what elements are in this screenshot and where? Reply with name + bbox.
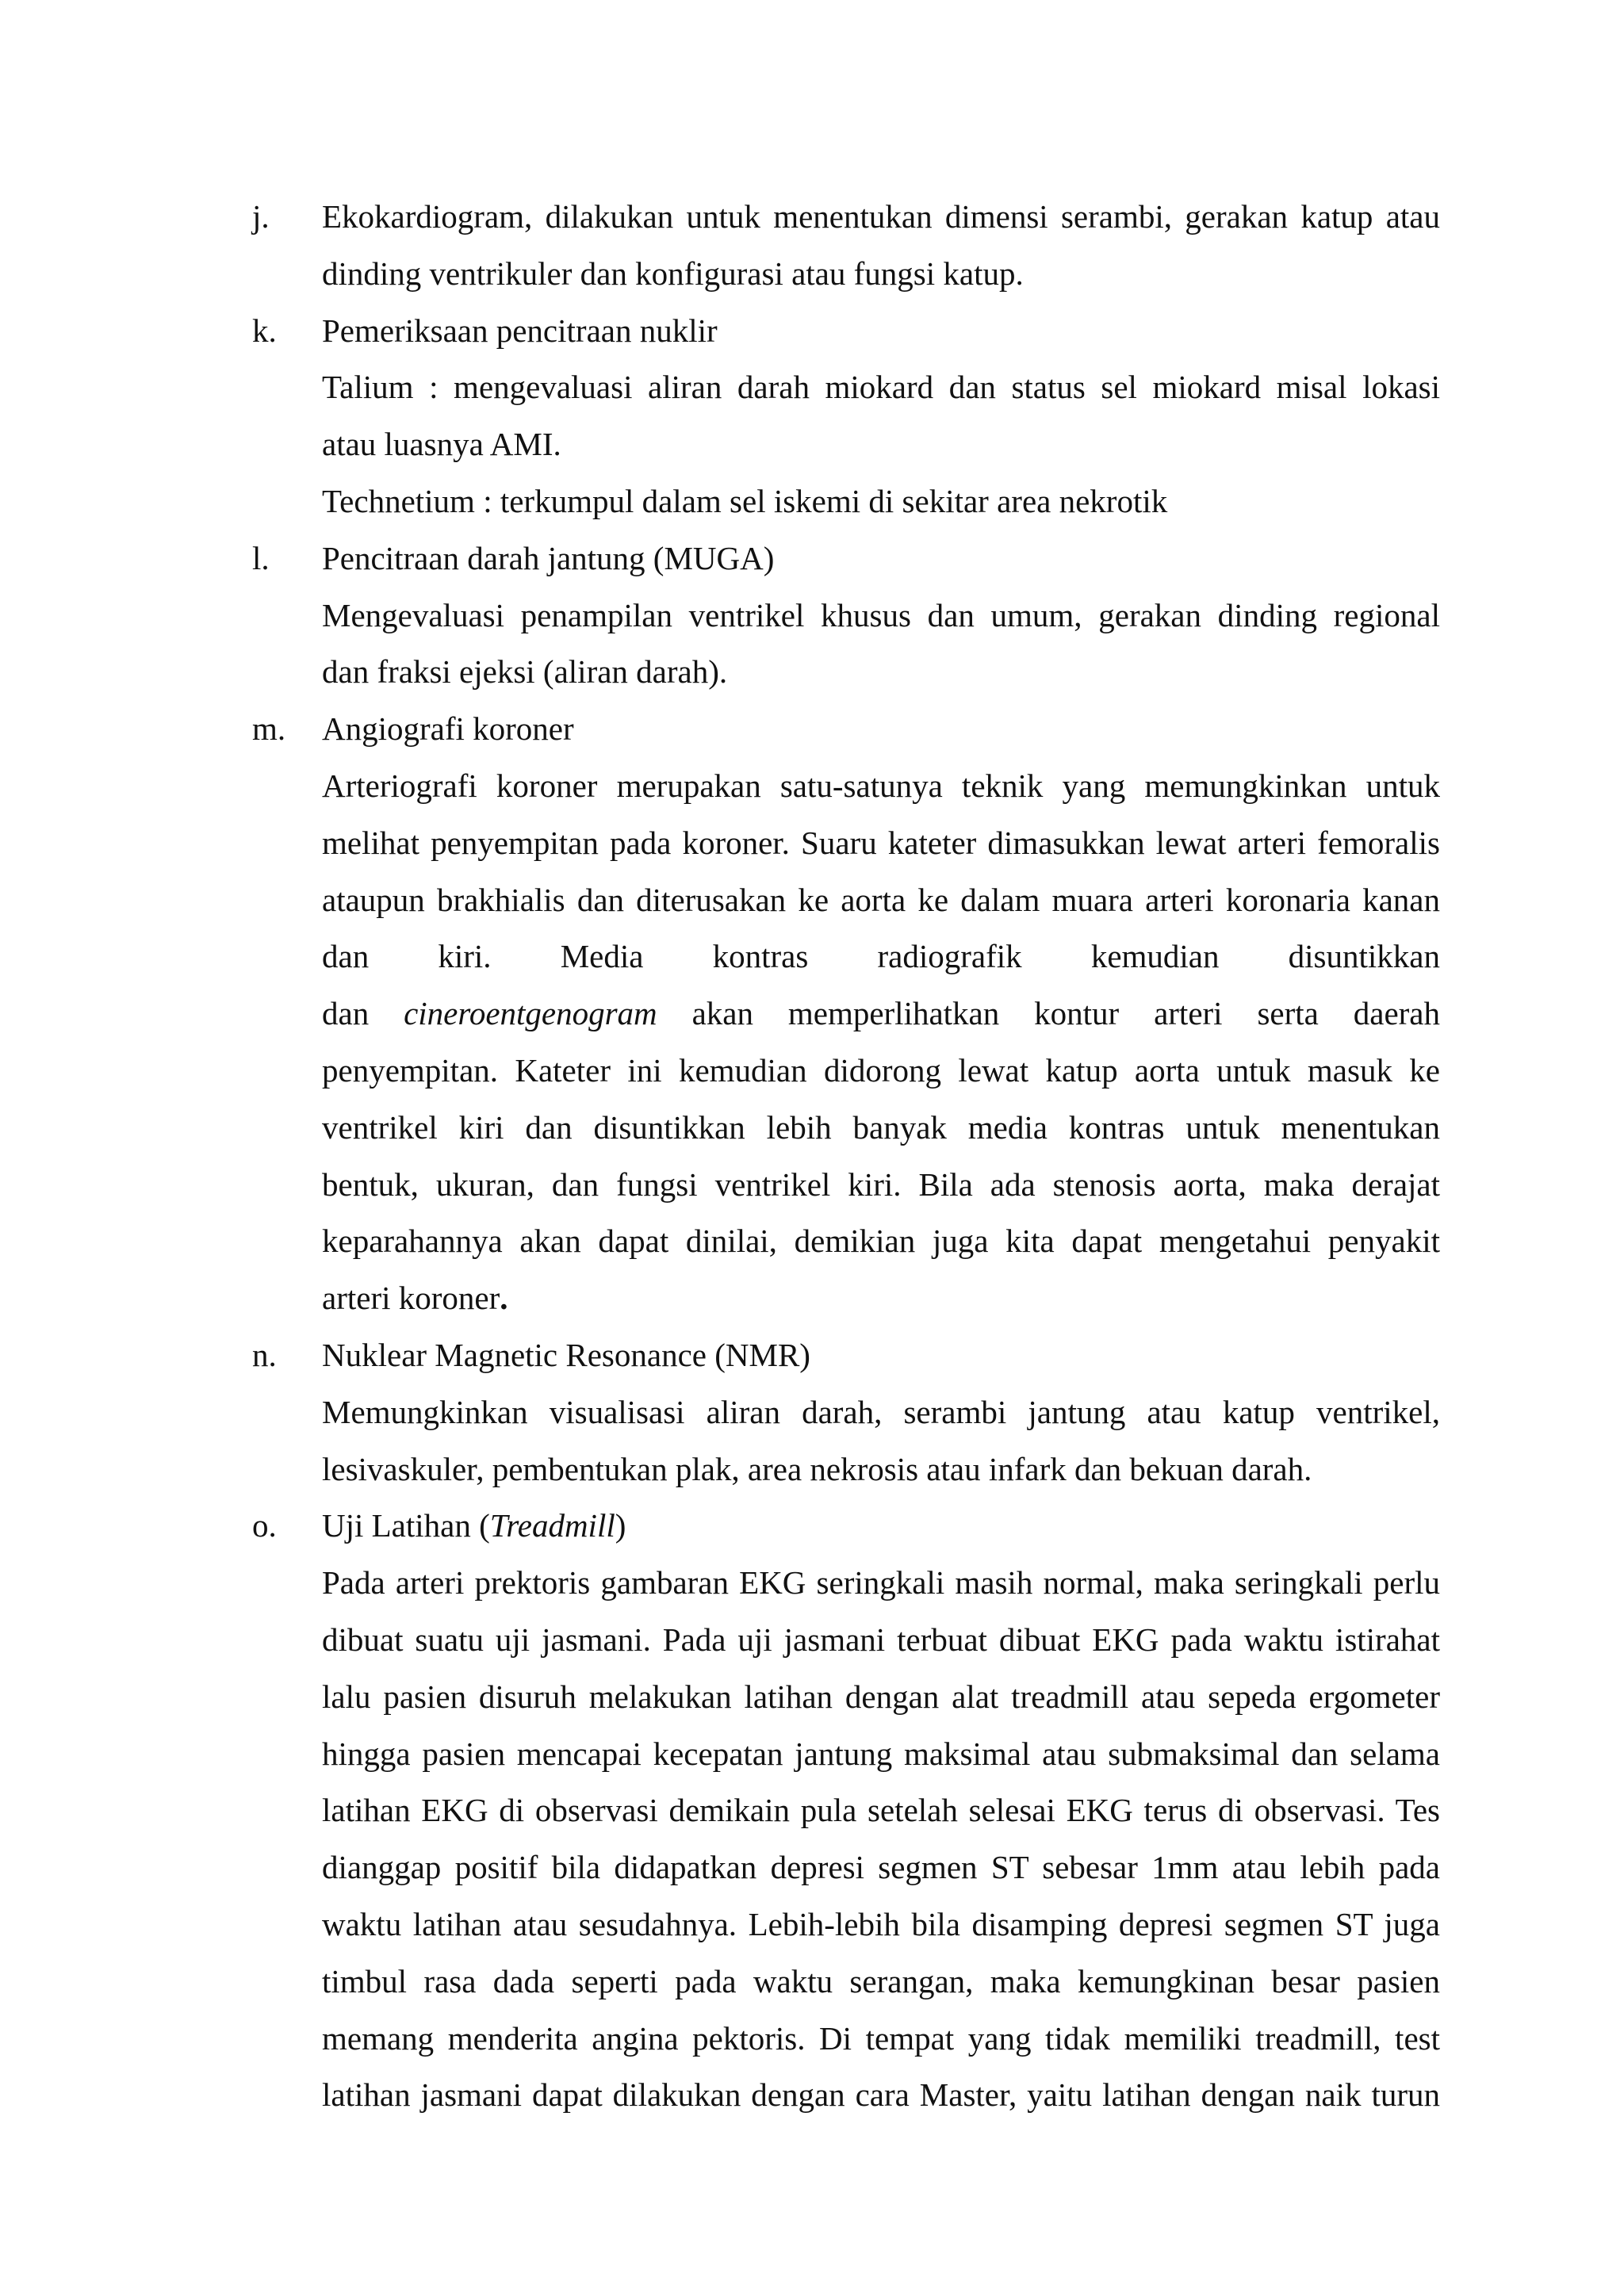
list-item-text-line bbox=[0, 1669, 1624, 1726]
list-item-heading-line bbox=[0, 530, 1624, 587]
list-item-text-line bbox=[0, 1726, 1624, 1783]
line-text bbox=[322, 1839, 1440, 1896]
list-item-label: l. bbox=[252, 539, 270, 576]
line-text bbox=[322, 1782, 1440, 1839]
line-text bbox=[322, 2011, 1440, 2068]
text-run: latihan jasmani dapat dilakukan dengan cara Master, yaitu latihan dengan naik turun bbox=[322, 2076, 1440, 2114]
text-run: ataupun brakhialis dan diterusakan ke aorta ke dalam muara arteri koronaria kanan bbox=[322, 881, 1440, 918]
line-text bbox=[322, 644, 1440, 701]
text-run: Uji Latihan ( bbox=[322, 1507, 490, 1544]
list-item-text-line bbox=[0, 644, 1624, 701]
line-text bbox=[322, 473, 1440, 530]
list-item-heading-line bbox=[0, 1327, 1624, 1384]
list-item-text-line bbox=[0, 416, 1624, 473]
line-text bbox=[322, 1669, 1440, 1726]
line-text bbox=[322, 303, 1440, 360]
list-item-o bbox=[0, 1498, 1624, 2124]
italic-term: Treadmill bbox=[489, 1507, 615, 1544]
line-text bbox=[322, 189, 1440, 246]
text-run: dan kiri. Media kontras radiografik kemudian disuntikkan bbox=[322, 938, 1440, 975]
list-item-text-line bbox=[0, 359, 1624, 416]
list-item-heading-line bbox=[0, 303, 1624, 360]
text-run: lalu pasien disuruh melakukan latihan dengan alat treadmill atau sepeda ergometer bbox=[322, 1678, 1440, 1715]
text-run: lesivaskuler, pembentukan plak, area nekrosis atau infark dan bekuan darah. bbox=[322, 1450, 1312, 1487]
line-text bbox=[322, 1954, 1440, 2011]
list-item-text-line bbox=[0, 246, 1624, 303]
text-run: akan memperlihatkan kontur arteri serta daerah bbox=[657, 995, 1440, 1032]
list-item-text-line bbox=[0, 1043, 1624, 1100]
list-item-label: o. bbox=[252, 1507, 277, 1544]
list-item-text-line bbox=[0, 1839, 1624, 1896]
text-run: waktu latihan atau sesudahnya. Lebih-lebih bila disamping depresi segmen ST juga bbox=[322, 1905, 1440, 1942]
list-item-text-line bbox=[0, 1782, 1624, 1839]
text-run: dibuat suatu uji jasmani. Pada uji jasmani terbuat dibuat EKG pada waktu istirahat bbox=[322, 1621, 1440, 1658]
line-text bbox=[322, 1270, 1440, 1327]
list-item-text-line bbox=[0, 985, 1624, 1043]
list-item-text-line bbox=[0, 1157, 1624, 1214]
text-run: hingga pasien mencapai kecepatan jantung maksimal atau submaksimal dan selama bbox=[322, 1735, 1440, 1772]
line-text bbox=[322, 1612, 1440, 1669]
text-run: dan bbox=[322, 995, 404, 1032]
list-item-label: n. bbox=[252, 1336, 277, 1373]
line-text bbox=[322, 1896, 1440, 1954]
line-text bbox=[322, 872, 1440, 929]
list-item-text-line bbox=[0, 758, 1624, 815]
line-text bbox=[322, 416, 1440, 473]
line-text bbox=[322, 1213, 1440, 1270]
line-text bbox=[322, 530, 1440, 587]
text-run: dan fraksi ejeksi (aliran darah). bbox=[322, 653, 728, 691]
text-run: penyempitan. Kateter ini kemudian didorong lewat katup aorta untuk masuk ke bbox=[322, 1051, 1440, 1089]
text-run: arteri koroner bbox=[322, 1280, 500, 1317]
line-text bbox=[322, 928, 1440, 985]
line-text bbox=[322, 815, 1440, 872]
list-item-label: m. bbox=[252, 710, 286, 748]
list-item-n bbox=[0, 1327, 1624, 1498]
list-item-text-line bbox=[0, 1213, 1624, 1270]
text-run: timbul rasa dada seperti pada waktu serangan, maka kemungkinan besar pasien bbox=[322, 1962, 1440, 1999]
line-text bbox=[322, 1498, 1440, 1555]
list-item-text-line bbox=[0, 1896, 1624, 1954]
list-item-text-line bbox=[0, 1555, 1624, 1612]
line-text bbox=[322, 1441, 1440, 1498]
line-text bbox=[322, 701, 1440, 758]
line-text bbox=[322, 1157, 1440, 1214]
text-run: Nuklear Magnetic Resonance (NMR) bbox=[322, 1336, 810, 1373]
list-item-k bbox=[0, 303, 1624, 530]
text-run: Pencitraan darah jantung (MUGA) bbox=[322, 539, 775, 576]
text-run: melihat penyempitan pada koroner. Suaru kateter dimasukkan lewat arteri femoralis bbox=[322, 824, 1440, 861]
list-item-text-line bbox=[0, 1441, 1624, 1498]
list-item-text-line bbox=[0, 2067, 1624, 2124]
text-run: bentuk, ukuran, dan fungsi ventrikel kiri. Bila ada stenosis aorta, maka derajat bbox=[322, 1165, 1440, 1203]
line-text bbox=[322, 587, 1440, 645]
list-item-m bbox=[0, 701, 1624, 1327]
list-item-heading-line bbox=[0, 1498, 1624, 1555]
text-run: Talium : mengevaluasi aliran darah miokard dan status sel miokard misal lokasi bbox=[322, 369, 1440, 406]
list-item-text-line bbox=[0, 815, 1624, 872]
list-item-text-line bbox=[0, 928, 1624, 985]
list-item-heading-line bbox=[0, 189, 1624, 246]
line-text bbox=[322, 1726, 1440, 1783]
list-item-text-line bbox=[0, 1954, 1624, 2011]
text-run: dianggap positif bila didapatkan depresi segmen ST sebesar 1mm atau lebih pada bbox=[322, 1849, 1440, 1886]
line-text bbox=[322, 1043, 1440, 1100]
list-item-text-line bbox=[0, 1384, 1624, 1441]
list-item-text-line bbox=[0, 2011, 1624, 2068]
list-item-text-line bbox=[0, 1270, 1624, 1327]
list-item-text-line bbox=[0, 473, 1624, 530]
line-text bbox=[322, 758, 1440, 815]
text-run: Angiografi koroner bbox=[322, 710, 574, 748]
text-run: Pemeriksaan pencitraan nuklir bbox=[322, 312, 718, 349]
text-run: dinding ventrikuler dan konfigurasi atau fungsi katup. bbox=[322, 254, 1024, 292]
line-text bbox=[322, 985, 1440, 1043]
text-run: Technetium : terkumpul dalam sel iskemi di sekitar area nekrotik bbox=[322, 482, 1168, 519]
list-item-text-line bbox=[0, 872, 1624, 929]
list-item-text-line bbox=[0, 587, 1624, 645]
line-text bbox=[322, 359, 1440, 416]
examination-list bbox=[0, 189, 1624, 2124]
line-text bbox=[322, 1384, 1440, 1441]
list-item-text-line bbox=[0, 1100, 1624, 1157]
text-run: Ekokardiogram, dilakukan untuk menentukan dimensi serambi, gerakan katup atau bbox=[322, 198, 1440, 235]
text-run: Memungkinkan visualisasi aliran darah, serambi jantung atau katup ventrikel, bbox=[322, 1393, 1440, 1430]
text-run: ) bbox=[615, 1507, 626, 1544]
line-text bbox=[322, 246, 1440, 303]
list-item-j bbox=[0, 189, 1624, 303]
line-text bbox=[322, 2067, 1440, 2124]
list-item-label: k. bbox=[252, 312, 277, 349]
text-run: Arteriografi koroner merupakan satu-satunya teknik yang memungkinkan untuk bbox=[322, 767, 1440, 804]
text-run: ventrikel kiri dan disuntikkan lebih banyak media kontras untuk menentukan bbox=[322, 1108, 1440, 1146]
bold-text: . bbox=[500, 1280, 508, 1317]
list-item-l bbox=[0, 530, 1624, 701]
line-text bbox=[322, 1555, 1440, 1612]
italic-term: cineroentgenogram bbox=[404, 995, 657, 1032]
text-run: Mengevaluasi penampilan ventrikel khusus dan umum, gerakan dinding regional bbox=[322, 596, 1440, 633]
list-item-text-line bbox=[0, 1612, 1624, 1669]
text-run: Pada arteri prektoris gambaran EKG seringkali masih normal, maka seringkali perlu bbox=[322, 1564, 1440, 1601]
text-run: keparahannya akan dapat dinilai, demikian juga kita dapat mengetahui penyakit bbox=[322, 1223, 1440, 1260]
line-text bbox=[322, 1100, 1440, 1157]
text-run: memang menderita angina pektoris. Di tempat yang tidak memiliki treadmill, test bbox=[322, 2019, 1440, 2057]
list-item-label: j. bbox=[252, 198, 270, 235]
list-item-heading-line bbox=[0, 701, 1624, 758]
line-text bbox=[322, 1327, 1440, 1384]
text-run: atau luasnya AMI. bbox=[322, 426, 561, 463]
text-run: latihan EKG di observasi demikain pula setelah selesai EKG terus di observasi. Tes bbox=[322, 1792, 1440, 1829]
